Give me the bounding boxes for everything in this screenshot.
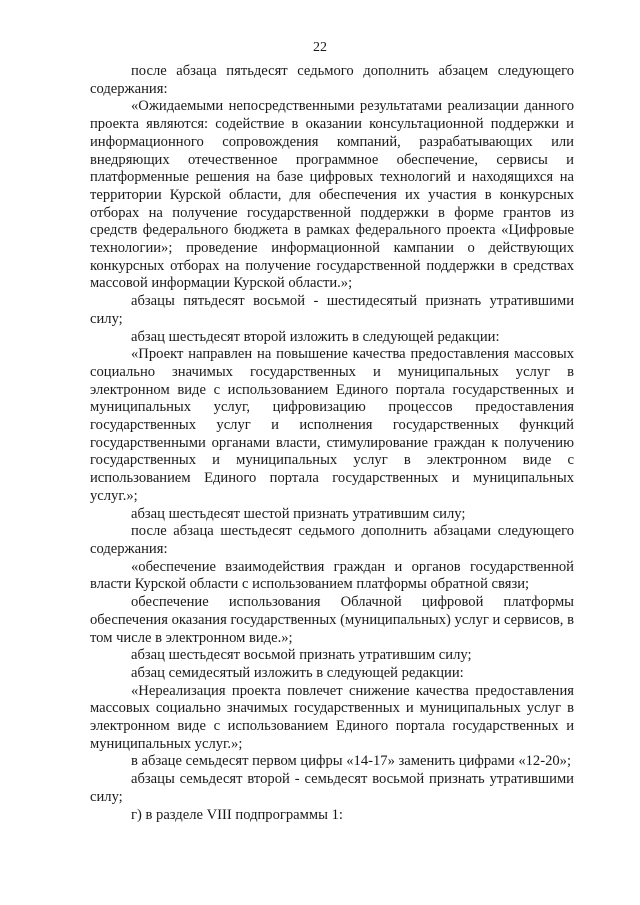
paragraph: после абзаца шестьдесят седьмого дополнить абзацами следующего содержания:	[90, 523, 574, 557]
paragraph: абзацы пятьдесят восьмой - шестидесятый признать утратившими силу;	[90, 293, 574, 327]
paragraph: в абзаце семьдесят первом цифры «14-17» заменить цифрами «12-20»;	[131, 753, 572, 770]
paragraph: абзацы семьдесят второй - семьдесят восьмой признать утратившими силу;	[90, 771, 574, 805]
paragraph: абзац семидесятый изложить в следующей редакции:	[131, 664, 464, 681]
paragraph: абзац шестьдесят шестой признать утратившим силу;	[131, 505, 466, 522]
paragraph: «обеспечение взаимодействия граждан и органов государственной власти Курской области с использованием платформы обратной связи;	[90, 558, 574, 593]
paragraph: обеспечение использования Облачной цифровой платформы обеспечения оказания государственных (муниципальных) услуг и сервисов, в том числе в электронном виде.»;	[90, 594, 574, 646]
paragraph: после абзаца пятьдесят седьмого дополнить абзацем следующего содержания:	[90, 63, 574, 97]
paragraph: абзац шестьдесят восьмой признать утратившим силу;	[131, 647, 472, 664]
paragraph: «Проект направлен на повышение качества предоставления массовых социально значимых государственных и муниципальных услуг в электронном виде с использованием Единого портала государственных и муниципальных услуг, цифровизацию процессов предоставления государственных услуг и исполнения государственных функций государственными органами власти, стимулирование граждан к получению государственных и муниципальных услуг в электронном виде с использованием Единого портала государственных и муниципальных услуг.»;	[90, 346, 574, 504]
document-body	[90, 63, 574, 824]
paragraph: «Нереализация проекта повлечет снижение качества предоставления массовых социально значимых государственных и муниципальных услуг в электронном виде с использованием Единого портала государственных и муниципальных услуг.»;	[90, 682, 574, 752]
paragraph: «Ожидаемыми непосредственными результатами реализации данного проекта являются: содействие в оказании консультационной поддержки и информационного сопровождения компаний, разрабатывающих или внедряющих отечественное программное обеспечение, сервисы и платформенные решения на базе цифровых технологий и находящихся на территории Курской области, для обеспечения их участия в конкурсных отборах на получение государственной поддержки в форме грантов из средств федерального бюджета в рамках федерального проекта «Цифровые технологии»; проведение информационной кампании о действующих конкурсных отборах на получение государственной поддержки в средствах массовой информации Курской области.»;	[90, 98, 574, 292]
paragraph: г) в разделе VIII подпрограммы 1:	[131, 806, 343, 823]
page-number: 22	[313, 40, 327, 55]
paragraph: абзац шестьдесят второй изложить в следующей редакции:	[131, 328, 500, 345]
